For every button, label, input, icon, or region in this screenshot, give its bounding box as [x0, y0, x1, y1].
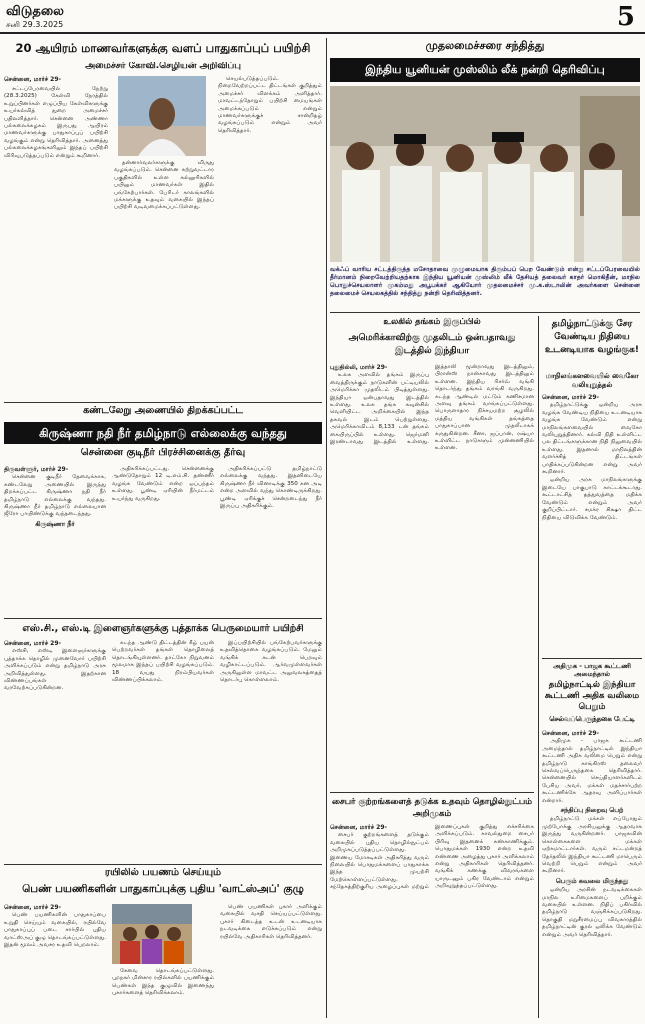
train-passengers-photo-icon — [112, 904, 192, 964]
krishna-headline: கிருஷ்ணா நதி நீர் தமிழ்நாடு எல்லைக்கு வந்தது — [4, 422, 322, 444]
gold-headline: அமெரிக்காவிற்கு முதலிடம் ஒன்பதாவது இடத்தில் இந்தியா — [348, 333, 516, 356]
krishna-col3-text: அதிகரிக்கப்பட்டு தமிழ்நாட்டு எல்லைக்கு வந்தது. இதனிடையே கிருஷ்ணா நீர் வினாடிக்கு 350 கன அடி என்ற அளவில் வந்து கொண்டிருக்கிறது. பூண்டி ஏரிக்குச் சென்றடைந்து நீர் இருப்பு அதிகரிக்கும். — [220, 466, 322, 510]
paper-name: விடுதலை — [6, 4, 64, 19]
train-dateline: சென்னை, மார்ச் 29- — [4, 904, 62, 911]
fund-subheadline: மாநிலங்களவையில் வைகோ வலியுறுத்தல் — [545, 372, 639, 389]
train-col1-text: பெண் பயணிகளின் பாதுகாப்பை உறுதி செய்யும் வகையில், ரயில்வே பாதுகாப்புப் படை சார்பில் புதிய வாட்ஸ்அப் குழு தொடங்கப்பட்டுள்ளது. இதன் மூலம் அவசர உதவி பெறலாம். — [4, 912, 106, 949]
train-col2-body — [112, 968, 214, 1020]
scst-col1-body — [4, 640, 106, 858]
scholarship-col1 — [4, 76, 108, 86]
gold-col1-text: உலக அளவில் தங்கம் இருப்பு வைத்திருக்கும் நாடுகளின் பட்டியலில் அமெரிக்கா முதலிடம் பிடித்துள்ளது. இந்தியா ஒன்பதாவது இடத்தில் உள்ளது. உலக தங்க கவுன்சில் வெளியிட்ட அறிக்கையில் இந்த தகவல் இடம் பெற்றுள்ளது. அமெரிக்காவிடம் 8,133 டன் தங்கம் கையிருப்பில் உள்ளது. ஜெர்மனி இரண்டாவது இடத்தில் உள்ளது. இத்தாலி மூன்றாவது இடத்திலும், பிரான்ஸ் நான்காவது இடத்திலும் உள்ளன. இந்திய ரிசர்வ் வங்கி தொடர்ந்து தங்கம் வாங்கி வருகிறது. கடந்த ஆண்டில் மட்டும் கணிசமான அளவு தங்கம் வாங்கப்பட்டுள்ளது. பொருளாதார நிச்சயமற்ற சூழலில் மத்திய வங்கிகள் தங்கத்தை பாதுகாப்பான முதலீடாகக் கருதுகின்றன. சீனா, ஜப்பான், ரஷ்யா உள்ளிட்ட நாடுகளும் முன்னணியில் உள்ளன. — [330, 364, 534, 452]
scst-col2-text: கடந்த ஆண்டு திட்டத்தின் கீழ் பயன் பெற்றவர்கள் தங்கள் தொழிலைத் தொடங்கியுள்ளனர். தாட்கோ நிறுவனம் மூலமாக இந்தப் பயிற்சி வழங்கப்படும். 18 வயது நிரம்பியவர்கள் விண்ணப்பிக்கலாம். — [112, 640, 214, 684]
scholarship-headline: 20 ஆயிரம் மாணவர்களுக்கு வளப் பாதுகாப்புப் பயிற்சி — [15, 42, 311, 55]
krishna-col2-text: அதிகரிக்கப்பட்டது. சென்னைக்கு ஆண்டுதோறும் 12 டி.எம்.சி. தண்ணீர் வழங்க வேண்டும் என்ற ஒப்பந்தம் உள்ளது. பூண்டி ஏரியின் நீர்மட்டம் உயர்ந்து வருகிறது. — [112, 466, 214, 502]
train-col2-text: சேவை தொடங்கப்பட்டுள்ளது. புறநகர் மின்சார ரயில்களில் பயணிக்கும் பெண்கள் இந்த குழுவில் இணைந்து புகார்களைத் தெரிவிக்கலாம். — [112, 968, 214, 997]
league-headline: இந்திய யூனியன் முஸ்லிம் லீக் நன்றி தெரிவிப்பு — [330, 58, 640, 82]
alliance-dateline: சென்னை, மார்ச் 29- — [542, 730, 600, 737]
scst-col1-text: எஸ்சி, எஸ்டி இளைஞர்களுக்கு புத்தாக்க தொழில் முனைவோர் பயிற்சி அளிக்கப்படும் என்று தமிழ்நாடு அரசு அறிவித்துள்ளது. இதற்கான விண்ணப்பங்கள் வரவேற்கப்படுகின்றன. — [4, 648, 106, 692]
alliance-subheadline: செல்வப்பெருந்தகை பேட்டி — [549, 716, 635, 723]
cyber-col1-text: சைபர் குற்றங்களைத் தடுக்கும் வகையில் புதிய தொழில்நுட்பம் அறிமுகப்படுத்தப்பட்டுள்ளது. இணைய மோசடிகள் அதிகரித்து வரும் நிலையில் பொதுமக்களைப் பாதுகாக்க இந்த முயற்சி மேற்கொள்ளப்பட்டுள்ளது. சந்தேகத்திற்குரிய அழைப்புகள் மற்றும் இணைப்புகள் குறித்து எச்சரிக்கை அளிக்கப்படும். காவல்துறை சைபர் பிரிவு இதனைக் கண்காணிக்கும். பொதுமக்கள் 1930 என்ற உதவி எண்ணை அழைத்து புகார் அளிக்கலாம் என்று அதிகாரிகள் தெரிவித்தனர். வங்கிக் கணக்கு விவரங்களை யாருடனும் பகிர வேண்டாம் என்றும் அறிவுறுத்தப்பட்டுள்ளது. — [330, 824, 534, 891]
alliance-col3-text: ஒன்றிய அரசின் நடவடிக்கைகள் மாநில உரிமைகளைப் பறிக்கும் வகையில் உள்ளன. நிதிப் பகிர்வில் தமிழ்நாடு வஞ்சிக்கப்படுகிறது. தொகுதி மறுசீரமைப்பு விவகாரத்தில் தமிழ்நாட்டின் குரல் ஒலிக்க வேண்டும் என்றும் அவர் தெரிவித்தார். — [542, 887, 642, 938]
league-kicker: முதலமைச்சரை சந்தித்து — [425, 40, 545, 52]
fund-headline: தமிழ்நாட்டுக்கு சேர வேண்டிய நிதியை உடனடியாக வழங்குக! — [544, 319, 640, 355]
alliance-col1-text: அதிமுக - பாஜக கூட்டணி அமைந்தால் தமிழ்நாட்டில் இந்தியா கூட்டணி அதிக வலிமை பெறும் என்று தமிழ்நாடு காங்கிரஸ் தலைவர் செல்வப்பெருந்தகை தெரிவித்தார். சென்னையில் செய்தியாளர்களிடம் பேசிய அவர், மக்கள் மதச்சார்பற்ற கூட்டணிக்கே ஆதரவு அளிப்பார்கள் என்றார். — [542, 738, 642, 804]
column-divider — [538, 316, 539, 1018]
cyber-body — [330, 824, 534, 1020]
scst-col2-body — [112, 640, 214, 858]
krishna-col2-body — [112, 466, 214, 614]
scholarship-dateline: சென்னை, மார்ச் 29- — [4, 76, 62, 83]
divider — [330, 792, 534, 793]
alliance-body — [542, 730, 642, 1020]
train-col3-body — [220, 904, 322, 1020]
scst-dateline: சென்னை, மார்ச் 29- — [4, 640, 62, 647]
scholarship-col3-text: செயல்படுத்தப்படும். நிறைவேற்றப்பட்ட திட்டங்கள் குறித்தும் அமைச்சர் விளக்கம் அளித்தார். மாவட்டந்தோறும் பயிற்சி மையங்கள் அமைக்கப்படும் என்றும் மாணவர்களுக்குச் சான்றிதழ் வழங்கப்படும் என்றும் அவர் தெரிவித்தார். — [218, 76, 322, 134]
portrait-photo-icon — [118, 76, 206, 156]
scholarship-subheadline: அமைச்சர் கோவி.செழியன் அறிவிப்பு — [85, 62, 241, 71]
gold-kicker: உலகில் தங்கம் இருப்பில் — [383, 318, 481, 327]
divider — [4, 402, 322, 403]
krishna-inner-subhead: கிருஷ்ணா நீர் — [35, 519, 75, 528]
train-col1-body — [4, 904, 106, 1020]
scholarship-col1-body — [4, 86, 108, 356]
gold-body — [330, 364, 534, 784]
krishna-kicker: கண்டலேறு அணையில் திறக்கப்பட்ட — [83, 406, 243, 416]
fund-body — [542, 394, 642, 654]
alliance-headline: தமிழ்நாட்டில் இந்தியா கூட்டணி அதிக வலிமை பெறும் — [544, 680, 640, 712]
scholarship-col2-text: தன்னார்வலர்களுக்கு விருது வழங்கப்படும். சென்னை சுற்றுவட்டார பகுதிகளில் உள்ள கல்லூரிகளில் பயிலும் மாணவர்கள் இதில் பங்கேற்பார்கள். பேரிடர் காலங்களில் மக்களுக்கு உதவும் வகையில் இந்தப் பயிற்சி வடிவமைக்கப்பட்டுள்ளது. — [114, 160, 214, 211]
krishna-col1-text: சென்னை குடிநீர் தேவைக்காக, கண்டலேறு அணையில் இருந்து திறக்கப்பட்ட கிருஷ்ணா நதி நீர் தமிழ்நாடு எல்லைக்கு வந்தது. கிருஷ்ணா நீர் தமிழ்நாடு எல்லையான ஜீரோ பாயிண்டுக்கு வந்தடைந்தது. — [4, 474, 106, 518]
league-photo — [330, 86, 640, 262]
page-number: 5 — [616, 2, 635, 32]
train-col3-text: பெண் பயணிகள் புகார் அளிக்கும் வகையில் வசதி செய்யப்பட்டுள்ளது. புகார் கிடைத்த உடன் உடனடியாக நடவடிக்கை எடுக்கப்படும் என்று ரயில்வே அதிகாரிகள் தெரிவித்தனர். — [220, 904, 322, 940]
scholarship-col1-text: சட்டப்பேரவையில் நேற்று (28.3.2025) கேள்வி நேரத்தில் உறுப்பினர்கள் எழுப்பிய கேள்விகளுக்கு உயர்கல்வித் துறை அமைச்சர் பதிலளித்தார். சென்னை அண்ணா பல்கலைக்கழகம் இருபது ஆயிரம் மாணவர்களுக்கு பாதுகாப்புப் பயிற்சி வழங்கும் என்று தெரிவித்தார். அனைத்து பல்கலைக்கழகங்களிலும் இந்தப் பயிற்சி விரிவுபடுத்தப்படும் என்றும் கூறினார். — [4, 86, 108, 159]
scst-headline: எஸ்.சி., எஸ்.டி இளைஞர்களுக்கு புத்தாக்க பெருமையார் பயிற்சி — [22, 624, 304, 634]
scholarship-col3-body — [218, 76, 322, 356]
krishna-col1-body — [4, 466, 106, 614]
scst-col3-text: இப்பயிற்சியில் பங்கேற்பவர்களுக்கு உதவித்தொகை வழங்கப்படும். மேலும் வங்கிக் கடன் பெறவும் வழிகாட்டப்படும். ஆர்வமுள்ளவர்கள் அருகிலுள்ள மாவட்ட அலுவலகத்தைத் தொடர்பு கொள்ளலாம். — [220, 640, 322, 684]
fund-col1-text: தமிழ்நாட்டுக்கு ஒன்றிய அரசு வழங்க வேண்டிய நிதியை உடனடியாக வழங்க வேண்டும் என்று மாநிலங்களவையில் வைகோ வலியுறுத்தினார். கல்வி நிதி உள்ளிட்ட பல திட்டங்களுக்கான நிதி நிலுவையில் உள்ளது. இதனால் மாநிலத்தின் வளர்ச்சித் திட்டங்கள் பாதிக்கப்படுகின்றன என்று அவர் கூறினார். — [542, 402, 642, 476]
masthead — [0, 0, 645, 34]
train-photo — [112, 904, 192, 964]
divider — [4, 618, 322, 619]
issue-date: சனி 29.3.2025 — [6, 20, 64, 29]
krishna-subheadline: சென்னை குடிநீர் பிரச்சினைக்கு தீர்வு — [80, 448, 246, 458]
alliance-inner-subhead-2: பெரும் கவலை மிகுந்தது — [555, 876, 629, 885]
group-photo-icon — [330, 86, 640, 262]
cyber-headline: சைபர் குற்றங்களைத் தடுக்க உதவும் தொழில்நுட்பம் அறிமுகம் — [331, 797, 533, 819]
divider — [542, 658, 642, 659]
gold-dateline: புதுதில்லி, மார்ச் 29- — [330, 364, 388, 371]
divider — [330, 312, 640, 313]
krishna-dateline: திருவள்ளூர், மார்ச் 29- — [4, 466, 69, 473]
cyber-dateline: சென்னை, மார்ச் 29- — [330, 824, 388, 831]
minister-photo — [118, 76, 206, 156]
league-caption: வக்ஃப் வாரிய சட்டத்திருத்த மசோதாவை முழுமையாக திரும்பப் பெற வேண்டும் என்று சட்டப்பேரவையில் தீர்மானம் நிறைவேற்றியதற்காக இந்திய யூனியன் முஸ்லிம் லீக் தேசியத் தலைவர் காதர் மொகிதீன், மாநில பொதுச்செயலாளர் முகம்மது அபூபக்கர் ஆகியோர் முதலமைச்சர் மு.க.ஸ்டாலின் அவர்களை சென்னை தலைமைச் செயலகத்தில் சந்தித்து நன்றி தெரிவித்தனர். — [330, 266, 640, 297]
krishna-col3-body — [220, 466, 322, 614]
train-headline: பெண் பயணிகளின் பாதுகாப்புக்கு புதிய 'வாட்ஸ்அப்' குழு — [22, 884, 304, 895]
scholarship-col2-body — [114, 160, 214, 356]
alliance-kicker: அதிமுக - பாஜக கூட்டணி அமைந்தால் — [553, 662, 631, 678]
column-divider — [326, 38, 327, 1018]
alliance-inner-subhead-1: சந்திப்பு நிறைவு பெற் — [560, 806, 624, 815]
fund-col2-text: ஒன்றிய அரசு மாநிலங்களுக்கு இடையே பாகுபாடு காட்டக்கூடாது. கூட்டாட்சித் தத்துவத்தை மதிக்க வேண்டும் என்றும் அவர் குறிப்பிட்டார். சமக்ர சிக்ஷா திட்ட நிதியை விடுவிக்க வேண்டும். — [542, 477, 642, 521]
fund-dateline: சென்னை, மார்ச் 29- — [542, 394, 600, 401]
divider — [4, 864, 322, 865]
scst-col3-body — [220, 640, 322, 858]
alliance-col2-text: தமிழ்நாட்டு மக்கள் எப்போதும் முற்போக்கு அரசியலுக்கு ஆதரவாக இருந்து வருகின்றனர். பாஜகவின் கொள்கைகளை மக்கள் ஏற்கமாட்டார்கள். வரும் சட்டமன்றத் தேர்தலில் இந்தியா கூட்டணி மாபெரும் வெற்றி பெறும் என்றும் அவர் கூறினார். — [542, 816, 642, 875]
train-kicker: ரயிலில் பயணம் செய்யும் — [104, 868, 222, 878]
